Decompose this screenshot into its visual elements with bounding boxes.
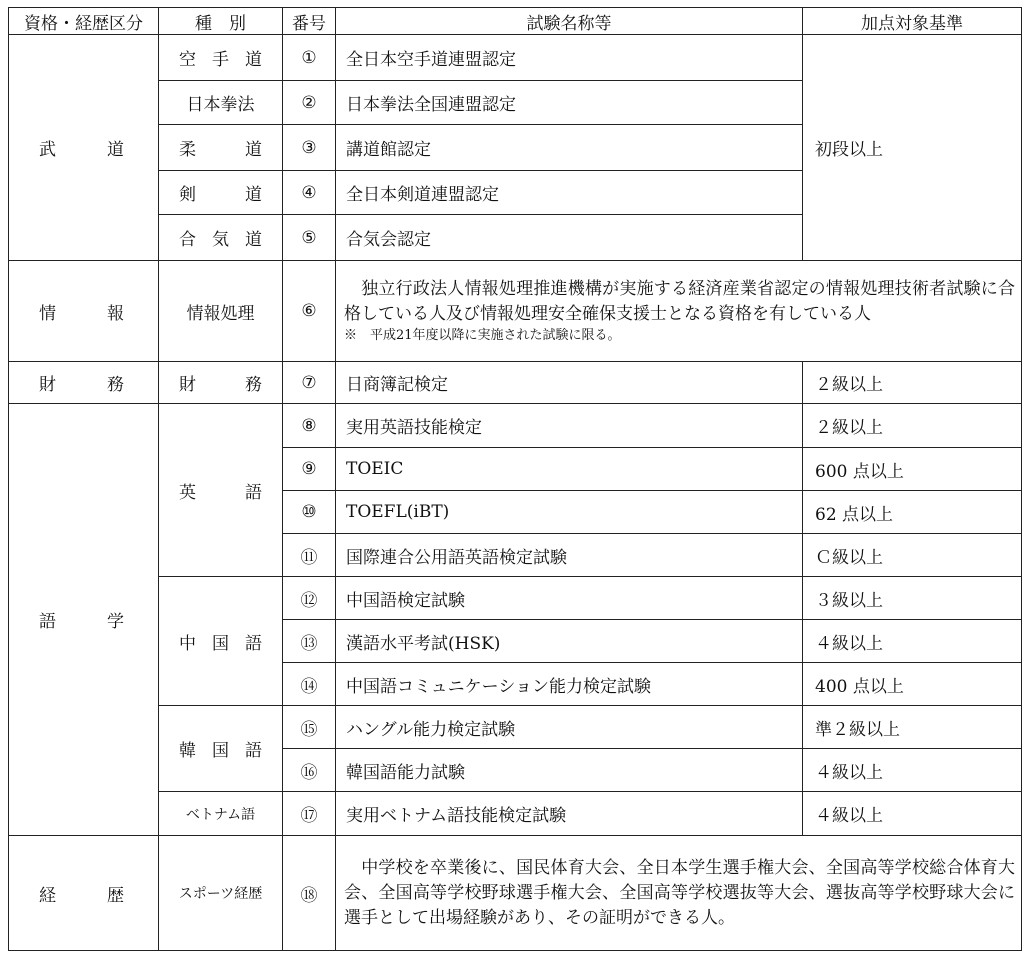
category-joho: 情 報 xyxy=(9,261,159,362)
joho-text: 独立行政法人情報処理推進機構が実施する経済産業省認定の情報処理技術者試験に合格している人及び情報処理安全確保支援士となる資格を有している人 xyxy=(344,279,1015,324)
type-cell: 剣 道 xyxy=(159,171,283,215)
exam-cell: 実用英語技能検定 xyxy=(336,404,803,448)
criteria-cell: 600 点以上 xyxy=(803,448,1022,491)
exam-cell: 中国語検定試験 xyxy=(336,577,803,620)
criteria-cell: Ｃ級以上 xyxy=(803,534,1022,577)
table-row xyxy=(9,362,1022,404)
number-cell: ② xyxy=(283,81,336,125)
criteria-cell: 400 点以上 xyxy=(803,663,1022,706)
category-gogaku: 語 学 xyxy=(9,404,159,836)
number-cell: ① xyxy=(283,35,336,81)
table-row xyxy=(9,577,1022,620)
criteria-cell: ２級以上 xyxy=(803,404,1022,448)
number-cell: ⑯ xyxy=(283,749,336,792)
number-cell: ⑥ xyxy=(283,261,336,362)
qualification-table xyxy=(8,7,1022,951)
number-cell: ⑮ xyxy=(283,706,336,749)
number-cell: ⑬ xyxy=(283,620,336,663)
exam-cell: 中国語コミュニケーション能力検定試験 xyxy=(336,663,803,706)
category-budo: 武 道 xyxy=(9,35,159,261)
table-row xyxy=(9,404,1022,448)
number-cell: ⑨ xyxy=(283,448,336,491)
joho-description xyxy=(336,261,1022,362)
exam-cell: 全日本剣道連盟認定 xyxy=(336,171,803,215)
header-row xyxy=(9,8,1022,35)
header-type: 種 別 xyxy=(159,8,283,35)
exam-cell: TOEFL(iBT) xyxy=(336,491,803,534)
criteria-cell: 62 点以上 xyxy=(803,491,1022,534)
type-chinese: 中 国 語 xyxy=(159,577,283,706)
type-cell: 日本拳法 xyxy=(159,81,283,125)
exam-cell: 漢語水平考試(HSK) xyxy=(336,620,803,663)
type-cell: 情報処理 xyxy=(159,261,283,362)
exam-cell: 日商簿記検定 xyxy=(336,362,803,404)
header-exam: 試験名称等 xyxy=(336,8,803,35)
number-cell: ③ xyxy=(283,125,336,171)
table-row xyxy=(9,792,1022,836)
number-cell: ⑭ xyxy=(283,663,336,706)
type-english: 英 語 xyxy=(159,404,283,577)
criteria-cell: ４級以上 xyxy=(803,749,1022,792)
type-korean: 韓 国 語 xyxy=(159,706,283,792)
number-cell: ⑩ xyxy=(283,491,336,534)
number-cell: ⑫ xyxy=(283,577,336,620)
type-cell: 合 気 道 xyxy=(159,215,283,261)
number-cell: ⑰ xyxy=(283,792,336,836)
exam-cell: 韓国語能力試験 xyxy=(336,749,803,792)
criteria-cell: ３級以上 xyxy=(803,577,1022,620)
number-cell: ⑧ xyxy=(283,404,336,448)
criteria-cell: ４級以上 xyxy=(803,620,1022,663)
number-cell: ⑤ xyxy=(283,215,336,261)
exam-cell: 全日本空手道連盟認定 xyxy=(336,35,803,81)
keireki-description: 中学校を卒業後に、国民体育大会、全日本学生選手権大会、全国高等学校総合体育大会、全国高等学校野球選手権大会、全国高等学校選抜等大会、選抜高等学校野球大会に選手として出場経験があり、その証明ができる人。 xyxy=(336,836,1022,951)
type-cell: 財 務 xyxy=(159,362,283,404)
table-row xyxy=(9,706,1022,749)
header-criteria: 加点対象基準 xyxy=(803,8,1022,35)
type-cell: スポーツ経歴 xyxy=(159,836,283,951)
exam-cell: 講道館認定 xyxy=(336,125,803,171)
type-vietnamese: ベトナム語 xyxy=(159,792,283,836)
category-zaimu: 財 務 xyxy=(9,362,159,404)
table-row xyxy=(9,261,1022,362)
criteria-cell: 準２級以上 xyxy=(803,706,1022,749)
header-category: 資格・経歴区分 xyxy=(9,8,159,35)
joho-note: ※ 平成21年度以降に実施された試験に限る。 xyxy=(344,328,621,343)
type-cell: 空 手 道 xyxy=(159,35,283,81)
criteria-cell: ４級以上 xyxy=(803,792,1022,836)
number-cell: ⑦ xyxy=(283,362,336,404)
number-cell: ⑱ xyxy=(283,836,336,951)
exam-cell: 国際連合公用語英語検定試験 xyxy=(336,534,803,577)
table-row xyxy=(9,35,1022,81)
criteria-cell: ２級以上 xyxy=(803,362,1022,404)
exam-cell: TOEIC xyxy=(336,448,803,491)
exam-cell: 合気会認定 xyxy=(336,215,803,261)
exam-cell: 実用ベトナム語技能検定試験 xyxy=(336,792,803,836)
table-row xyxy=(9,836,1022,951)
number-cell: ⑪ xyxy=(283,534,336,577)
type-cell: 柔 道 xyxy=(159,125,283,171)
header-number: 番号 xyxy=(283,8,336,35)
criteria-budo: 初段以上 xyxy=(803,35,1022,261)
category-keireki: 経 歴 xyxy=(9,836,159,951)
exam-cell: 日本拳法全国連盟認定 xyxy=(336,81,803,125)
exam-cell: ハングル能力検定試験 xyxy=(336,706,803,749)
number-cell: ④ xyxy=(283,171,336,215)
